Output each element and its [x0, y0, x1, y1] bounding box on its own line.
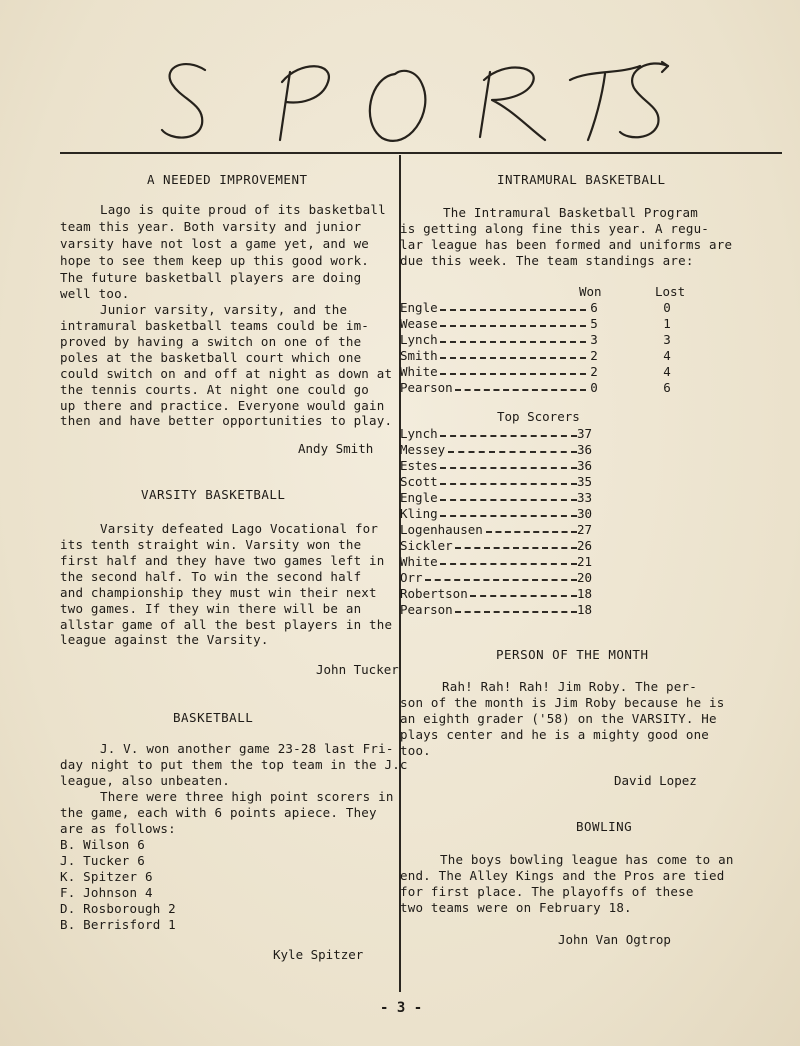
text-line: The boys bowling league has come to an — [440, 852, 734, 867]
lost-value: 1 — [663, 316, 671, 331]
scorer-points: 37 — [577, 426, 593, 441]
leader-dashes — [486, 531, 577, 533]
won-value: 2 — [590, 348, 598, 363]
scorer-name: Logenhausen — [400, 522, 483, 537]
leader-dashes — [440, 563, 577, 565]
leader-dashes — [440, 435, 577, 437]
scorer-name: Robertson — [400, 586, 468, 601]
scorer-name: Estes — [400, 458, 438, 473]
leader-dashes — [455, 611, 577, 613]
text-line: son of the month is Jim Roby because he is — [400, 695, 725, 710]
text-line: Varsity defeated Lago Vocational for — [100, 521, 379, 536]
scorer-points: 36 — [577, 442, 593, 457]
text-line: due this week. The team standings are: — [400, 253, 694, 268]
bowling-heading: BOWLING — [576, 819, 633, 834]
scorer-name: Scott — [400, 474, 438, 489]
scorer-points: 36 — [577, 458, 593, 473]
text-line: the tennis courts. At night one could go — [60, 382, 370, 397]
leader-dashes — [440, 341, 586, 343]
needed-improvement-heading: A NEEDED IMPROVEMENT — [147, 172, 308, 187]
text-line: league against the Varsity. — [60, 632, 269, 647]
text-line: intramural basketball teams could be im- — [60, 318, 370, 333]
won-value: 6 — [590, 300, 598, 315]
scorer-name: Lynch — [400, 426, 438, 441]
text-line: could switch on and off at night as down at — [60, 366, 393, 381]
leader-dashes — [440, 325, 586, 327]
intramural-heading: INTRAMURAL BASKETBALL — [497, 172, 666, 187]
scorer-name: Orr — [400, 570, 423, 585]
scorer-name: White — [400, 554, 438, 569]
sports-title-logo — [150, 52, 670, 147]
text-line: first half and they have two games left in — [60, 553, 385, 568]
top-scorers-heading: Top Scorers — [497, 409, 580, 424]
leader-dashes — [440, 499, 577, 501]
text-line: up there and practice. Everyone would gain — [60, 398, 385, 413]
person-author: David Lopez — [614, 773, 697, 788]
lost-value: 0 — [663, 300, 671, 315]
scorer-line: D. Rosborough 2 — [60, 901, 176, 916]
scorer-points: 18 — [577, 602, 593, 617]
leader-dashes — [455, 389, 586, 391]
scorer-points: 30 — [577, 506, 593, 521]
lost-value: 4 — [663, 348, 671, 363]
text-line: the game, each with 6 points apiece. They — [60, 805, 377, 820]
scorer-name: Sickler — [400, 538, 453, 553]
text-line: day night to put them the top team in the J.c — [60, 757, 408, 772]
scorer-line: J. Tucker 6 — [60, 853, 145, 868]
scorer-name: Engle — [400, 490, 438, 505]
leader-dashes — [440, 309, 586, 311]
top-rule — [60, 152, 782, 154]
scorer-points: 35 — [577, 474, 593, 489]
varsity-heading: VARSITY BASKETBALL — [141, 487, 286, 502]
lost-value: 3 — [663, 332, 671, 347]
text-line: the second half. To win the second half — [60, 569, 362, 584]
text-line: The future basketball players are doing — [60, 270, 362, 285]
scorer-line: B. Wilson 6 — [60, 837, 145, 852]
text-line: then and have better opportunities to play. — [60, 413, 393, 428]
text-line: for first place. The playoffs of these — [400, 884, 694, 899]
scorer-line: B. Berrisford 1 — [60, 917, 176, 932]
scorer-line: K. Spitzer 6 — [60, 869, 153, 884]
basketball-author: Kyle Spitzer — [273, 947, 364, 962]
won-column-label: Won — [579, 284, 602, 299]
lost-column-label: Lost — [655, 284, 686, 299]
leader-dashes — [440, 483, 577, 485]
text-line: end. The Alley Kings and the Pros are tied — [400, 868, 725, 883]
text-line: plays center and he is a mighty good one — [400, 727, 710, 742]
text-line: league, also unbeaten. — [60, 773, 230, 788]
person-heading: PERSON OF THE MONTH — [496, 647, 649, 662]
scorer-points: 21 — [577, 554, 593, 569]
leader-dashes — [440, 467, 577, 469]
bowling-author: John Van Ogtrop — [558, 932, 671, 947]
text-line: too. — [400, 743, 431, 758]
leader-dashes — [440, 373, 586, 375]
team-name: Smith — [400, 348, 438, 363]
team-name: Lynch — [400, 332, 438, 347]
text-line: proved by having a switch on one of the — [60, 334, 362, 349]
varsity-author: John Tucker — [316, 662, 399, 677]
text-line: allstar game of all the best players in the — [60, 617, 393, 632]
leader-dashes — [440, 357, 586, 359]
text-line: hope to see them keep up this good work. — [60, 253, 370, 268]
leader-dashes — [470, 595, 577, 597]
scorer-points: 18 — [577, 586, 593, 601]
lost-value: 6 — [663, 380, 671, 395]
text-line: its tenth straight win. Varsity won the — [60, 537, 362, 552]
text-line: The Intramural Basketball Program — [443, 205, 698, 220]
text-line: two teams were on February 18. — [400, 900, 632, 915]
lost-value: 4 — [663, 364, 671, 379]
leader-dashes — [440, 515, 577, 517]
basketball-heading: BASKETBALL — [173, 710, 254, 725]
scorer-name: Kling — [400, 506, 438, 521]
text-line: well too. — [60, 286, 130, 301]
leader-dashes — [425, 579, 577, 581]
scorer-points: 20 — [577, 570, 593, 585]
text-line: is getting along fine this year. A regu- — [400, 221, 710, 236]
scorer-line: F. Johnson 4 — [60, 885, 153, 900]
text-line: poles at the basketball court which one — [60, 350, 362, 365]
text-line: varsity have not lost a game yet, and we — [60, 236, 370, 251]
scorer-points: 33 — [577, 490, 593, 505]
needed-author: Andy Smith — [298, 441, 374, 456]
team-name: Engle — [400, 300, 438, 315]
text-line: There were three high point scorers in — [100, 789, 394, 804]
team-name: White — [400, 364, 438, 379]
text-line: Rah! Rah! Rah! Jim Roby. The per- — [442, 679, 697, 694]
won-value: 2 — [590, 364, 598, 379]
won-value: 0 — [590, 380, 598, 395]
text-line: are as follows: — [60, 821, 176, 836]
scorer-points: 26 — [577, 538, 593, 553]
text-line: Lago is quite proud of its basketball — [100, 202, 386, 217]
page-number: - 3 - — [380, 1000, 423, 1016]
won-value: 5 — [590, 316, 598, 331]
text-line: team this year. Both varsity and junior — [60, 219, 362, 234]
text-line: lar league has been formed and uniforms are — [400, 237, 733, 252]
leader-dashes — [455, 547, 577, 549]
leader-dashes — [448, 451, 577, 453]
team-name: Wease — [400, 316, 438, 331]
scorer-name: Messey — [400, 442, 446, 457]
scorer-points: 27 — [577, 522, 593, 537]
scorer-name: Pearson — [400, 602, 453, 617]
text-line: two games. If they win there will be an — [60, 601, 362, 616]
team-name: Pearson — [400, 380, 453, 395]
text-line: and championship they must win their next — [60, 585, 377, 600]
text-line: J. V. won another game 23-28 last Fri- — [100, 741, 394, 756]
text-line: Junior varsity, varsity, and the — [100, 302, 348, 317]
text-line: an eighth grader ('58) on the VARSITY. He — [400, 711, 717, 726]
won-value: 3 — [590, 332, 598, 347]
